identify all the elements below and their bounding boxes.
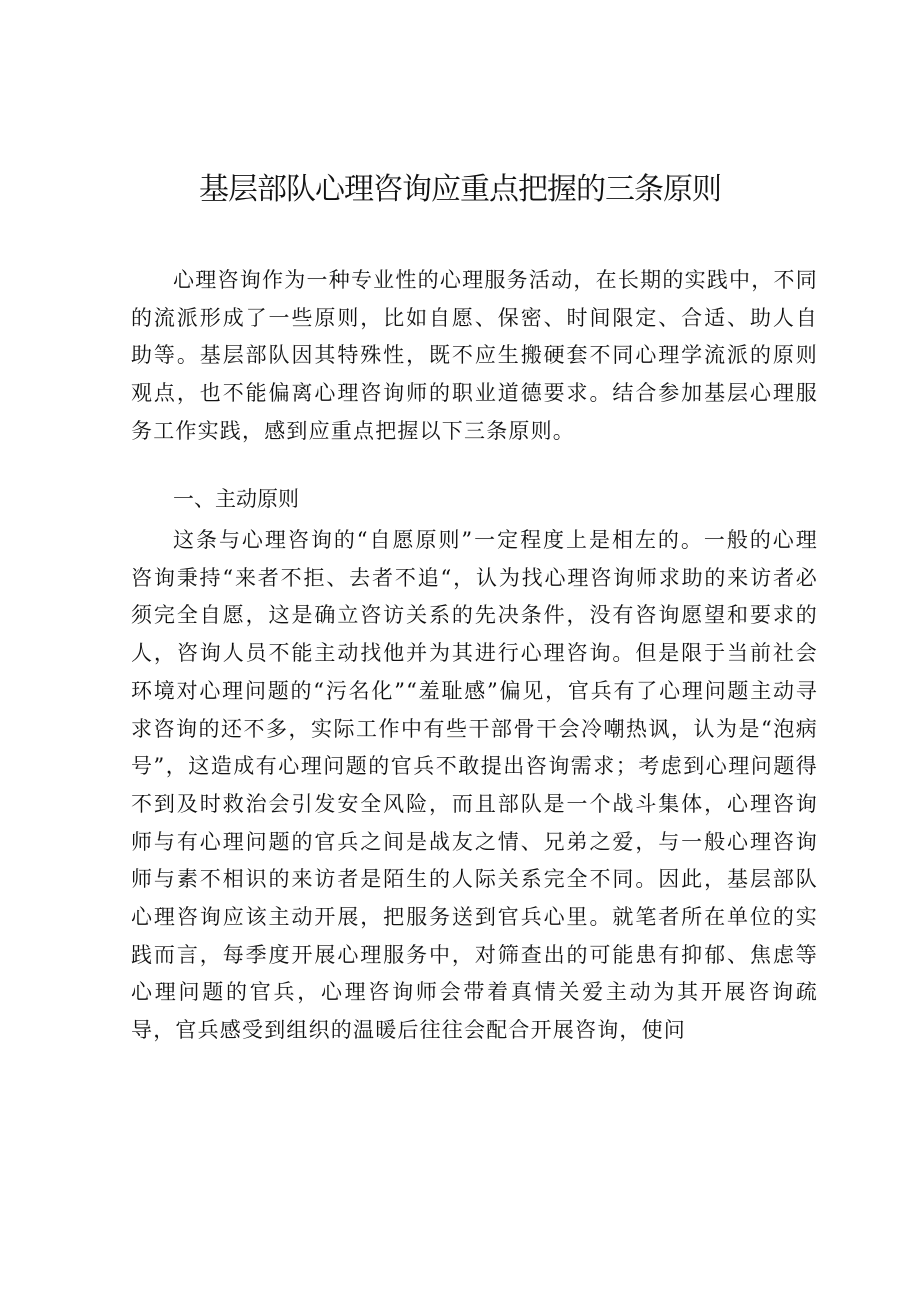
document-title: 基层部队心理咨询应重点把握的三条原则 (199, 172, 721, 207)
section-heading-initiative: 一、主动原则 (173, 487, 299, 511)
initiative-paragraph: 这条与心理咨询的“自愿原则”一定程度上是相左的。一般的心理咨询秉持“来者不拒、去者不追“，认为找心理咨询师求助的来访者必须完全自愿，这是确立咨访关系的先决条件，没有咨询愿望和要求的人，咨询人员不能主动找他并为其进行心理咨询。但是限于当前社会环境对心理问题的“污名化”“羞耻感”偏见，官兵有了心理问题主动寻求咨询的还不多，实际工作中有些干部骨干会冷嘲热讽，认为是“泡病号”，这造成有心理问题的官兵不敢提出咨询需求；考虑到心理问题得不到及时救治会引发安全风险，而且部队是一个战斗集体，心理咨询师与有心理问题的官兵之间是战友之情、兄弟之爱，与一般心理咨询师与素不相识的来访者是陌生的人际关系完全不同。因此，基层部队心理咨询应该主动开展，把服务送到官兵心里。就笔者所在单位的实践而言，每季度开展心理服务中，对筛查出的可能患有抑郁、焦虑等心理问题的官兵，心理咨询师会带着真情关爱主动为其开展咨询疏导，官兵感受到组织的温暖后往往会配合开展咨询，使问 (131, 528, 818, 1043)
intro-paragraph: 心理咨询作为一种专业性的心理服务活动，在长期的实践中，不同的流派形成了一些原则，比如自愿、保密、时间限定、合适、助人自助等。基层部队因其特殊性，既不应生搬硬套不同心理学流派的原则观点，也不能偏离心理咨询师的职业道德要求。结合参加基层心理服务工作实践，感到应重点把握以下三条原则。 (131, 268, 818, 443)
